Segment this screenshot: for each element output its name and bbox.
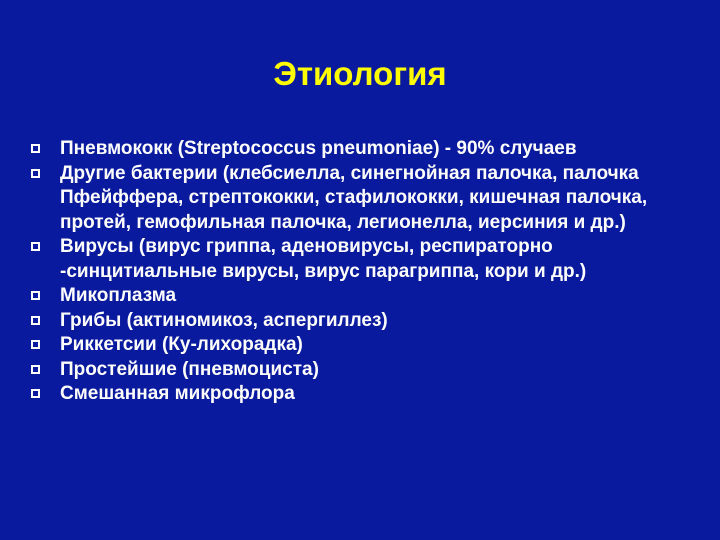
square-bullet-icon bbox=[31, 291, 40, 300]
bullet-list bbox=[30, 137, 700, 407]
bullet-item bbox=[30, 235, 700, 284]
bullet-item bbox=[30, 137, 700, 162]
bullet-item bbox=[30, 358, 700, 383]
bullet-text: Простейшие (пневмоциста) bbox=[60, 358, 319, 380]
square-bullet-icon bbox=[31, 340, 40, 349]
square-bullet-icon bbox=[31, 316, 40, 325]
bullet-item bbox=[30, 382, 700, 407]
square-bullet-icon bbox=[31, 242, 40, 251]
bullet-text: Грибы (актиномикоз, аспергиллез) bbox=[60, 309, 388, 331]
bullet-text: Пневмококк (Streptococcus pneumoniae) - 90% случаев bbox=[60, 138, 577, 159]
slide-title: Этиология bbox=[273, 55, 447, 92]
bullet-text: Вирусы (вирус гриппа, аденовирусы, респираторно -синцитиальные вирусы, вирус парагриппа, кори и др.) bbox=[60, 236, 587, 282]
bullet-text: Смешанная микрофлора bbox=[60, 383, 295, 404]
bullet-item bbox=[30, 162, 700, 236]
square-bullet-icon bbox=[31, 389, 40, 398]
bullet-text: Риккетсии (Ку-лихорадка) bbox=[60, 334, 303, 355]
bullet-text: Микоплазма bbox=[60, 285, 177, 306]
square-bullet-icon bbox=[31, 365, 40, 374]
bullet-item bbox=[30, 284, 700, 309]
bullet-text: Другие бактерии (клебсиелла, синегнойная палочка, палочка Пфейффера, стрептококки, стафилококки, кишечная палочка, протей, гемофильная палочка, легионелла, иерсиния и др.) bbox=[60, 162, 648, 233]
square-bullet-icon bbox=[31, 169, 40, 178]
bullet-item bbox=[30, 309, 700, 334]
bullet-item bbox=[30, 333, 700, 358]
square-bullet-icon bbox=[31, 144, 40, 153]
